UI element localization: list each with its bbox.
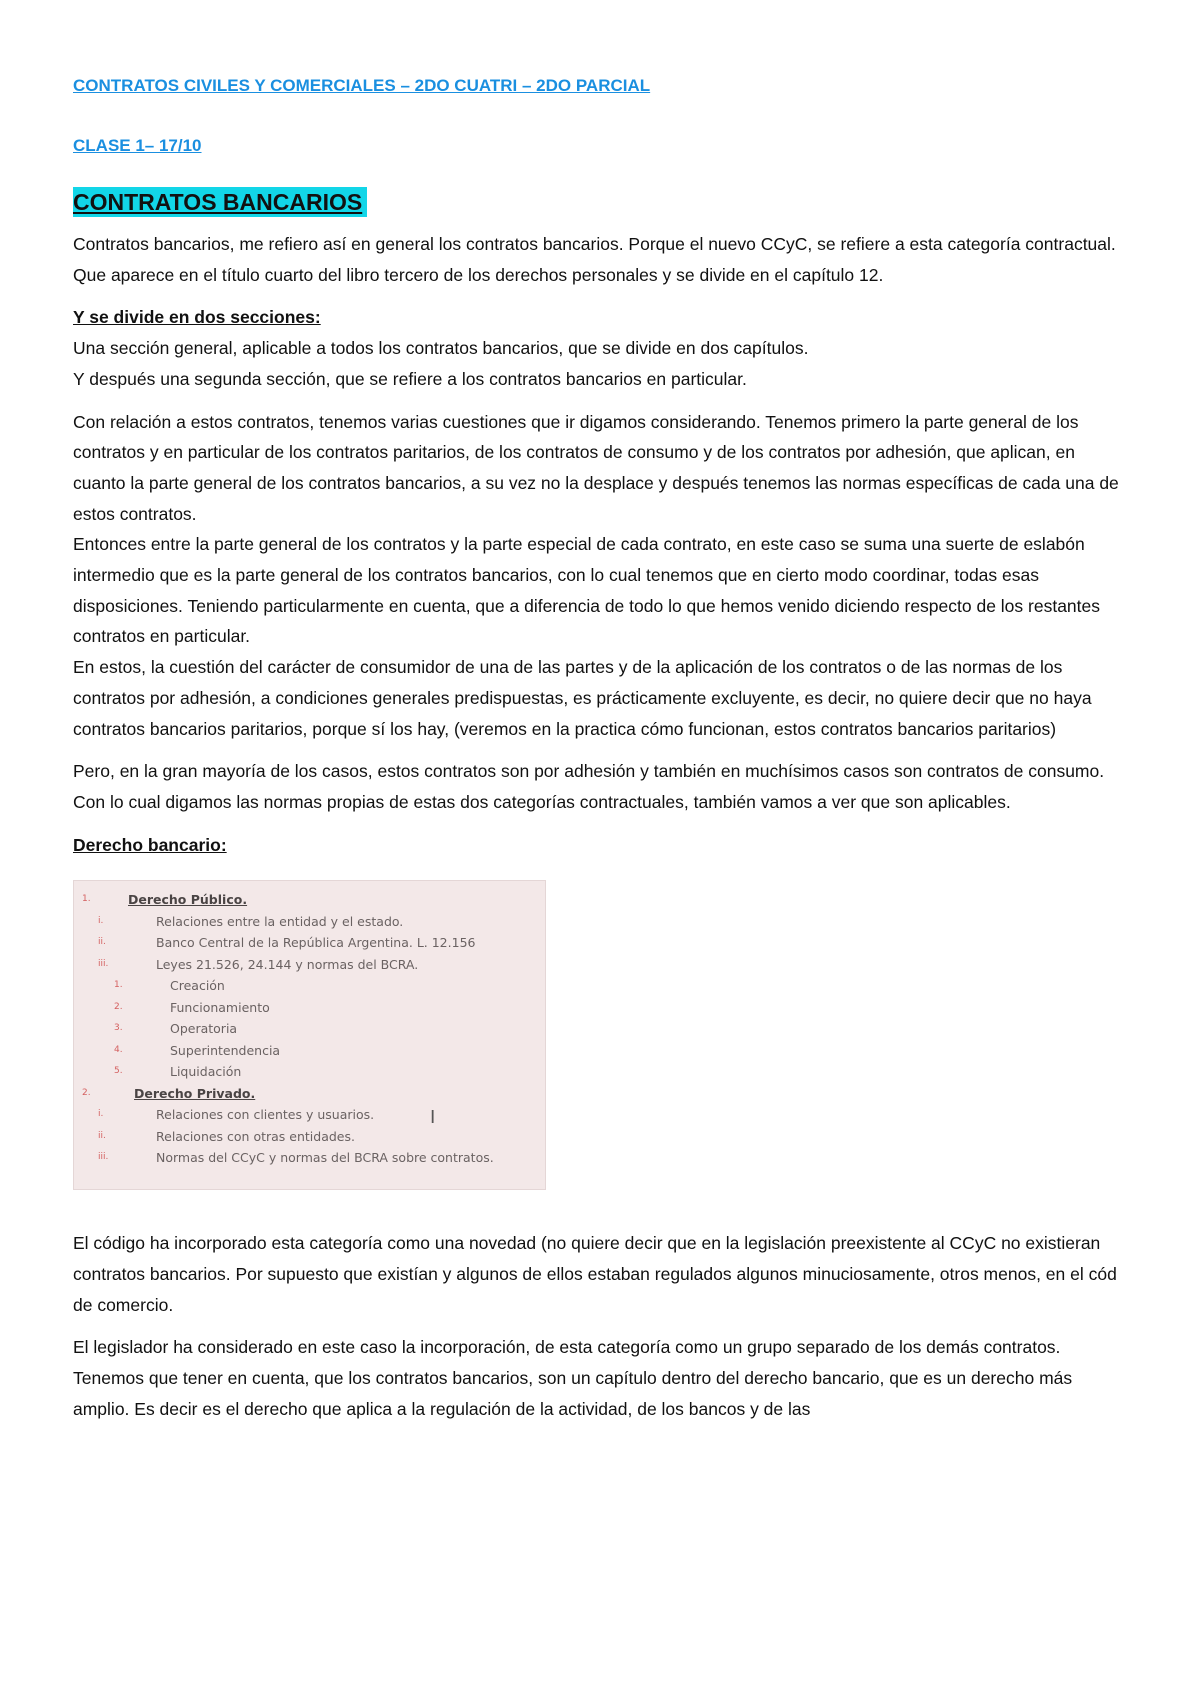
paragraph-novelty: El código ha incorporado esta categoría como una novedad (no quiere decir que en la legislación preexistente al CCyC no existieran contratos bancarios. Por supuesto que existían y algunos de ellos estaban regulados algunos minuciosamente, otros menos, en el cód de comercio. <box>73 1233 1117 1315</box>
sections-line-1: Una sección general, aplicable a todos los contratos bancarios, que se divide en dos capítulos. <box>73 338 809 359</box>
figure-row: 5. Liquidación <box>114 1064 242 1080</box>
derecho-bancario-figure <box>73 880 546 1190</box>
paragraph-consumer: En estos, la cuestión del carácter de consumidor de una de las partes y de la aplicación de los contratos o de las normas de los contratos por adhesión, a condiciones generales predispuestas, es prácticamente excluyente, es decir, no quiere decir que no haya contratos bancarios paritarios, porque sí los hay, (veremos en la practica cómo funcionan, estos contratos bancarios paritarios) <box>73 657 1092 739</box>
figure-row: ii. Relaciones con otras entidades. <box>98 1128 355 1144</box>
paragraph-intro: Contratos bancarios, me refiero así en general los contratos bancarios. Porque el nuevo CCyC, se refiere a esta categoría contractual. Que aparece en el título cuarto del libro tercero de los derechos personales y se divide en el capítulo 12. <box>73 234 1116 285</box>
figure-row: 2. Derecho Privado. <box>82 1085 256 1101</box>
paragraph-legislator: El legislador ha considerado en este caso la incorporación, de esta categoría como un grupo separado de los demás contratos. <box>73 1337 1061 1358</box>
figure-row: 1. Creación <box>114 978 225 994</box>
figure-row: 4. Superintendencia <box>114 1042 281 1058</box>
figure-row: 1. Derecho Público. <box>82 892 248 908</box>
derecho-bancario-label: Derecho bancario: <box>73 834 227 855</box>
paragraph-intermediate: Entonces entre la parte general de los contratos y la parte especial de cada contrato, en este caso se suma una suerte de eslabón intermedio que es la parte general de los contratos bancarios, con lo cual tenemos que en cierto modo coordinar, todas esas disposiciones. Teniendo particularmente en cuenta, que a diferencia de todo lo que hemos venido diciendo respecto de los restantes contratos en particular. <box>73 534 1101 647</box>
figure-row: iii. Leyes 21.526, 24.144 y normas del BCRA. <box>98 956 419 972</box>
paragraph-applicable: Con lo cual digamos las normas propias de estas dos categorías contractuales, también vamos a ver que son aplicables. <box>73 791 1011 812</box>
figure-row: i. Relaciones entre la entidad y el estado. <box>98 913 404 929</box>
paragraph-relation: Con relación a estos contratos, tenemos varias cuestiones que ir digamos considerando. Tenemos primero la parte general de los contratos y en particular de los contratos paritarios, de los contratos de consumo y de los contratos por adhesión, que aplican, en cuanto la parte general de los contratos bancarios, a su vez no la desplace y después tenemos las normas específicas de cada una de estos contratos. <box>73 411 1119 524</box>
text-cursor-icon: I <box>430 1107 436 1129</box>
course-title: CONTRATOS CIVILES Y COMERCIALES – 2DO CUATRI – 2DO PARCIAL <box>73 76 651 95</box>
figure-row: i. Relaciones con clientes y usuarios. <box>98 1107 375 1123</box>
figure-row: ii. Banco Central de la República Argentina. L. 12.156 <box>98 935 476 951</box>
paragraph-majority: Pero, en la gran mayoría de los casos, estos contratos son por adhesión y también en muchísimos casos son contratos de consumo. <box>73 761 1105 782</box>
sections-label: Y se divide en dos secciones: <box>73 307 321 328</box>
figure-row: 2. Funcionamiento <box>114 999 270 1015</box>
main-title: CONTRATOS BANCARIOS <box>73 187 367 217</box>
figure-row: 3. Operatoria <box>114 1021 238 1037</box>
figure-row: iii. Normas del CCyC y normas del BCRA sobre contratos. <box>98 1150 494 1166</box>
class-label: CLASE 1– 17/10 <box>73 136 202 155</box>
sections-line-2: Y después una segunda sección, que se refiere a los contratos bancarios en particular. <box>73 368 747 389</box>
paragraph-banking-law: Tenemos que tener en cuenta, que los contratos bancarios, son un capítulo dentro del derecho bancario, que es un derecho más amplio. Es decir es el derecho que aplica a la regulación de la actividad, de los bancos y de las <box>73 1368 1073 1419</box>
